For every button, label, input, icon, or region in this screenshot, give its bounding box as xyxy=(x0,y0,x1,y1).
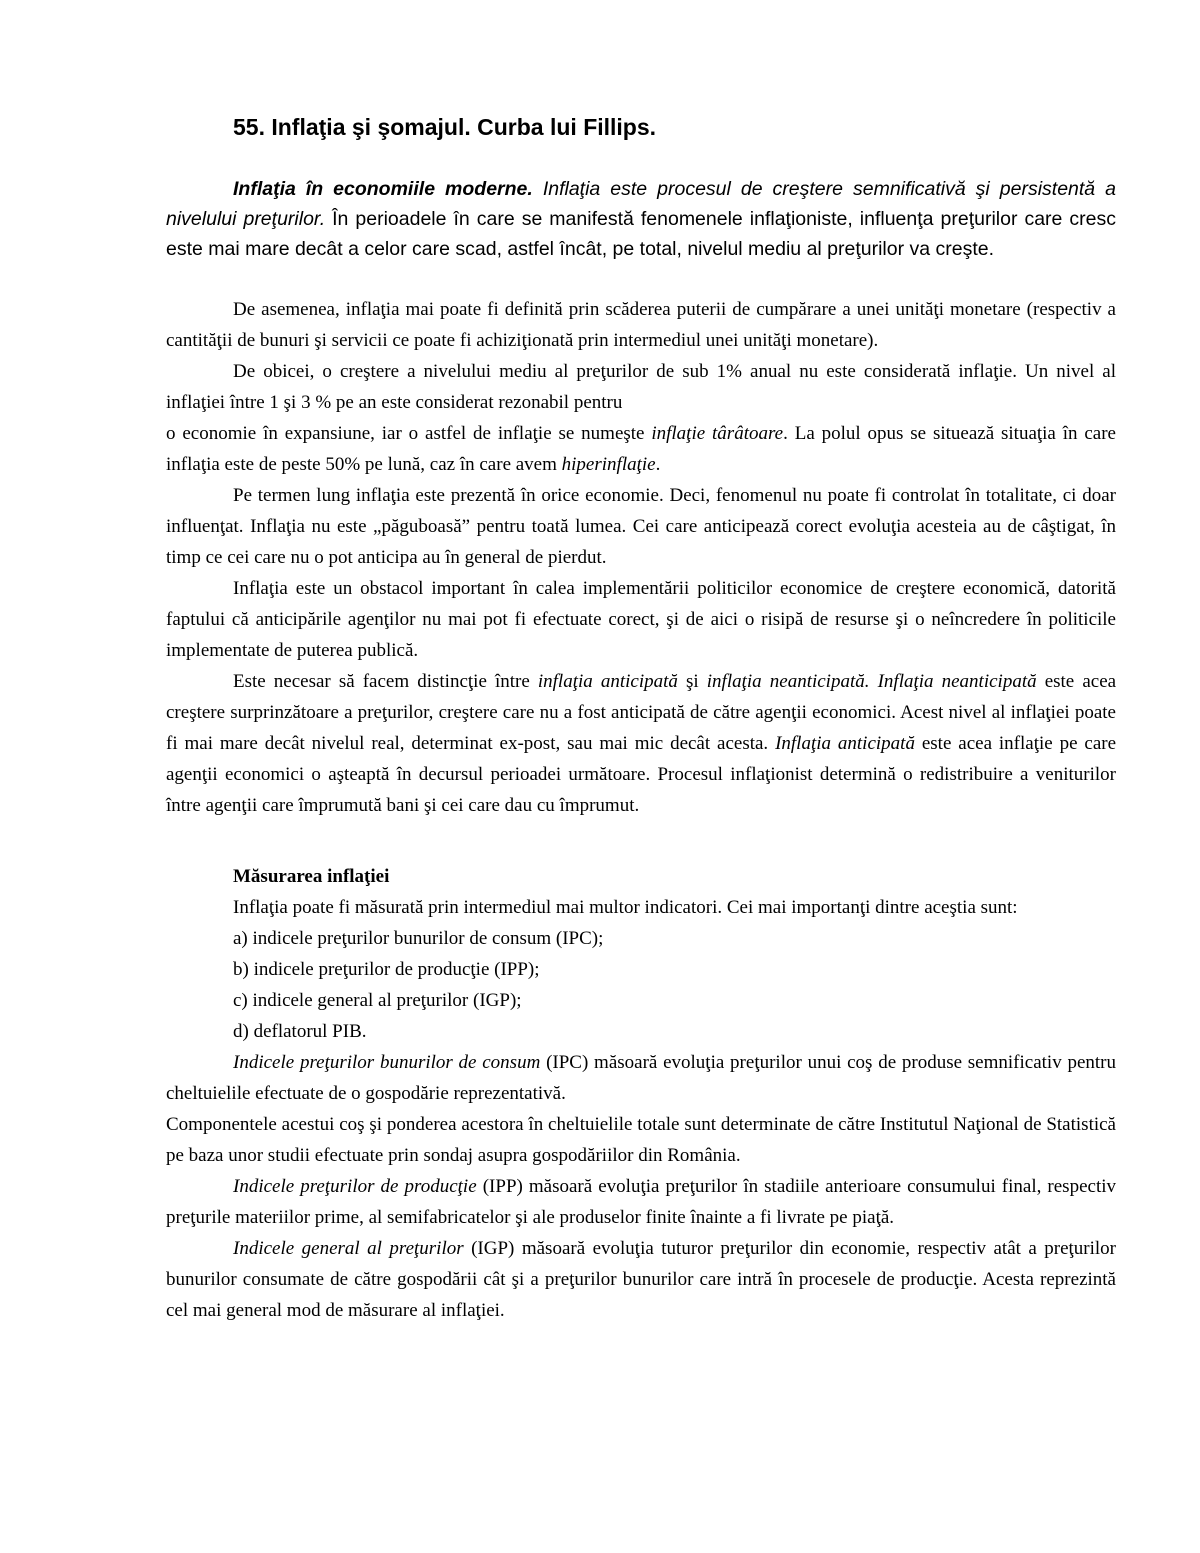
section-heading-measurement: Măsurarea inflaţiei xyxy=(233,866,390,887)
term-creeping-inflation: inflaţie târâtoare xyxy=(651,423,784,444)
creeping-text: o economie în expansiune, iar o astfel de inflaţie se numeşte xyxy=(166,423,645,444)
term-unanticipated: inflaţia neanticipată. xyxy=(706,671,870,692)
ipc-text: (IPC) măsoară evoluţia preţurilor unui coş de produse semnificativ pentru cheltuielile efectuate de o gospodărie reprezentativă. xyxy=(166,1052,1117,1104)
paragraph-ipc-components: Componentele acestui coş şi ponderea acestora în cheltuielile totale sunt determinate de către Institutul Naţional de Statistică pe baza unor studii efectuate prin sondaj asupra gospodăriilor din România. xyxy=(166,1114,1116,1166)
paragraph-ipp xyxy=(166,1171,1116,1233)
list-item: a) indicele preţurilor bunurilor de consum (IPC); xyxy=(233,928,604,949)
anticipated-text: este acea inflaţie pe care agenţii economici o aşteaptă în decursul perioadei următoare. Procesul inflaţionist determină o redistribuire a veniturilor între agenţii care împrumută bani şi cei care dau cu împrumut. xyxy=(166,733,1117,816)
term-ipc: Indicele preţurilor bunurilor de consum xyxy=(233,1052,541,1073)
paragraph-purchasing-power: De asemenea, inflaţia mai poate fi definită prin scăderea puterii de cumpărare a unei unităţi monetare (respectiv a cantităţii de bunuri şi servicii ce poate fi achiziţionată prin intermediul unei unităţi monetare). xyxy=(166,299,1116,351)
paragraph-inflation-levels xyxy=(166,356,1116,418)
igp-text: (IGP) măsoară evoluţia tuturor preţurilor din economie, respectiv atât a preţurilor bunurilor consumate de către gospodării cât şi a preţurilor bunurilor care intră în procesele de producţie. Acesta reprezintă cel mai general mod de măsurare al inflaţiei. xyxy=(166,1238,1117,1321)
paragraph-anticipated xyxy=(166,666,1116,821)
page-title: 55. Inflaţia şi şomajul. Curba lui Fillips. xyxy=(233,114,657,140)
paragraph-igp xyxy=(166,1233,1116,1326)
list-item: d) deflatorul PIB. xyxy=(233,1021,367,1042)
paragraph-long-term: Pe termen lung inflaţia este prezentă în orice economie. Deci, fenomenul nu poate fi controlat în totalitate, ci doar influenţat. Inflaţia nu este „păguboasă” pentru toată lumea. Cei care anticipează corect evoluţia acesteia au de câştigat, în timp ce cei care nu o pot anticipa au în general de pierdut. xyxy=(166,485,1116,568)
hyper-end: . xyxy=(655,454,661,475)
term-hyperinflation: hiperinflaţie xyxy=(561,454,656,475)
inflation-definition: Inflaţia este procesul de creştere semnificativă şi persistentă a nivelului preţurilor. xyxy=(166,178,1117,230)
intro-heading: Inflaţia în economiile moderne. xyxy=(233,178,533,200)
term-unanticipated-2: Inflaţia neanticipată xyxy=(877,671,1037,692)
list-item: c) indicele general al preţurilor (IGP); xyxy=(233,990,522,1011)
inflation-levels-text: De obicei, o creştere a nivelului mediu al preţurilor de sub 1% anual nu este considerată inflaţie. Un nivel al inflaţiei între 1 şi 3 % pe an este considerat rezonabil pentru xyxy=(166,361,1116,413)
list-item: b) indicele preţurilor de producţie (IPP); xyxy=(233,959,540,980)
hyper-text: . La polul opus se situează situaţia în care inflaţia este de peste 50% pe lună, caz în care avem xyxy=(166,423,1116,475)
body-text xyxy=(166,294,1116,821)
paragraph-creeping-inflation xyxy=(166,418,1116,480)
paragraph-ipc xyxy=(166,1047,1116,1109)
intro-text: În perioadele în care se manifestă fenomenele inflaţioniste, influenţa preţurilor care cresc este mai mare decât a celor care scad, astfel încât, pe total, nivelul mediu al preţurilor va creşte. xyxy=(166,208,1116,260)
term-igp: Indicele general al preţurilor xyxy=(233,1238,464,1259)
intro-paragraph xyxy=(166,174,1116,264)
term-anticipated: inflaţia anticipată xyxy=(537,671,678,692)
term-ipp: Indicele preţurilor de producţie xyxy=(233,1176,477,1197)
ipp-text: (IPP) măsoară evoluţia preţurilor în stadiile anterioare consumului final, respectiv preţurile materiilor prime, al semifabricatelor şi ale produselor finite înainte a fi livrate pe piaţă. xyxy=(166,1176,1117,1228)
and-text: şi xyxy=(686,671,699,692)
term-anticipated-2: Inflaţia anticipată xyxy=(775,733,915,754)
paragraph-obstacle: Inflaţia este un obstacol important în calea implementării politicilor economice de creştere economică, datorită faptului că anticipările agenţilor nu mai pot fi efectuate corect, şi de aici o risipă de resurse şi o neîncredere în politicile implementate de puterea publică. xyxy=(166,578,1116,661)
unanticipated-text: este acea creştere surprinzătoare a preţurilor, creştere care nu a fost anticipată de către agenţii economici. Acest nivel al inflaţiei poate fi mai mare decât nivelul real, determinat ex-post, sau mai mic decât acesta. xyxy=(166,671,1117,754)
measurement-intro: Inflaţia poate fi măsurată prin intermediul mai multor indicatori. Cei mai importanţi dintre aceştia sunt: xyxy=(233,897,1018,918)
measurement-section xyxy=(166,892,1116,1326)
distinction-text: Este necesar să facem distincţie între xyxy=(233,671,530,692)
document-page xyxy=(166,112,1116,1326)
